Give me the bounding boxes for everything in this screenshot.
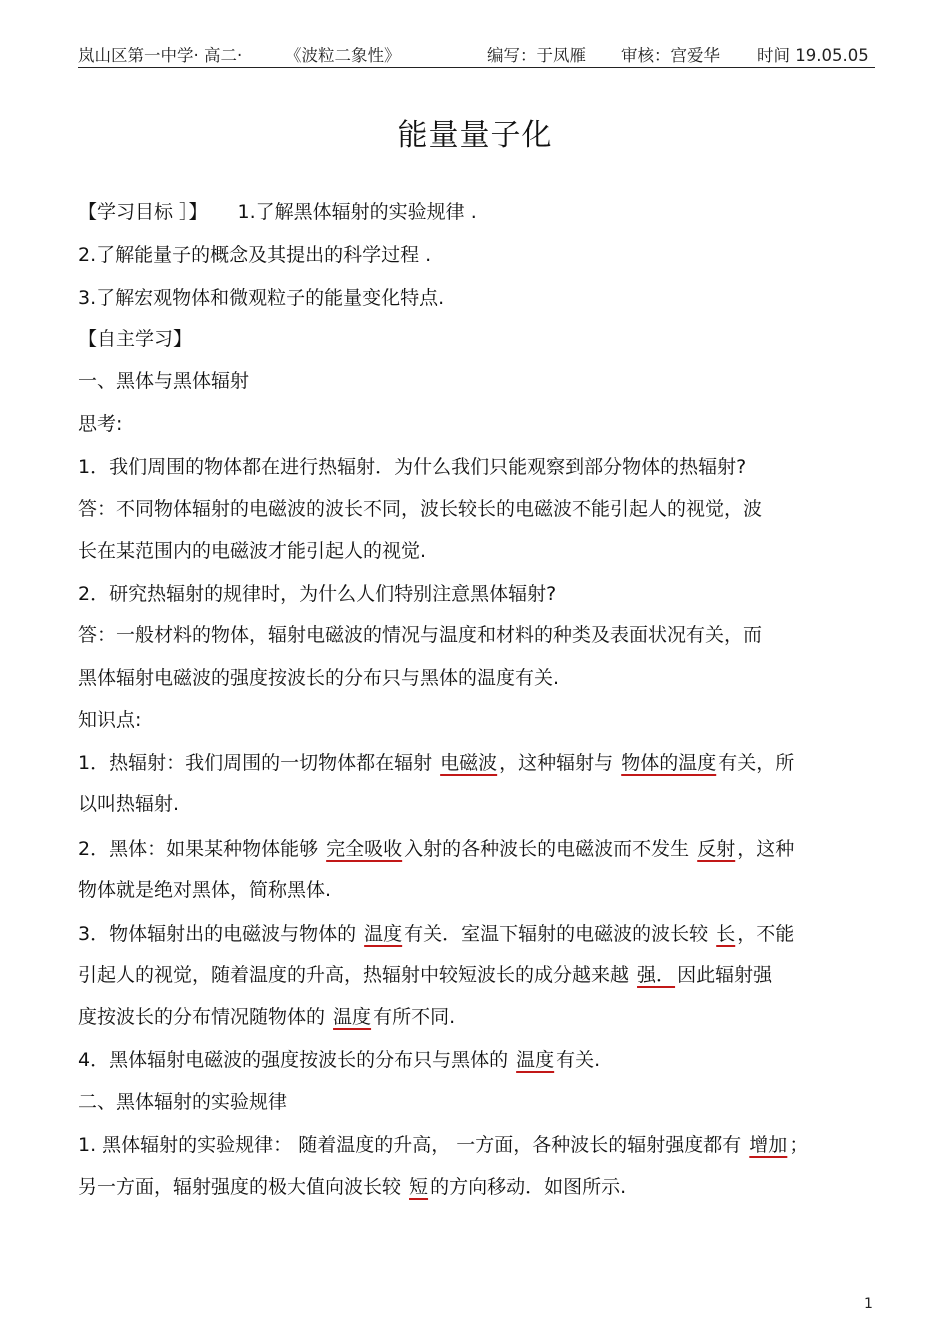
law-blank-2: 短 (409, 1176, 429, 1198)
question-2: 2．研究热辐射的规律时，为什么人们特别注意黑体辐射? (78, 583, 557, 605)
knowledge-3-line-1 (78, 921, 794, 947)
law-text-l2a: 另一方面，辐射强度的极大值向波长较 (78, 1176, 408, 1198)
k3-text-a: 3．物体辐射出的电磁波与物体的 (78, 923, 363, 945)
k1-text-d: 有关，所 (718, 752, 795, 774)
objective-1: 1.了解黑体辐射的实验规律 . (237, 201, 477, 223)
answer-1-line-1: 答：不同物体辐射的电磁波的波长不同，波长较长的电磁波不能引起人的视觉，波 (78, 498, 763, 520)
header-reviewer: 审核：宫爱华 (621, 46, 720, 65)
k3-text-d: ，不能 (737, 923, 795, 945)
law-1-line-1 (78, 1132, 808, 1158)
k3-text-l3a: 度按波长的分布情况随物体的 (78, 1006, 332, 1028)
k3-text-l3b: 有所不同. (373, 1006, 456, 1028)
law-text-a: 1. 黑体辐射的实验规律： 随着温度的升高， 一方面，各种波长的辐射强度都有 (78, 1134, 748, 1156)
knowledge-4-line-1 (78, 1047, 600, 1073)
knowledge-2-line-2: 物体就是绝对黑体，简称黑体. (78, 879, 332, 901)
objectives-line-1 (78, 199, 477, 225)
objectives-label: 【学习目标 ］】 (78, 201, 208, 223)
k4-blank-1: 温度 (516, 1049, 555, 1071)
k1-text-c: ，这种辐射与 (499, 752, 620, 774)
k2-text-c: 入射的各种波长的电磁波而不发生 (404, 838, 696, 860)
header-school: 岚山区第一中学· 高二· (78, 46, 243, 65)
law-blank-1: 增加 (749, 1134, 788, 1156)
k2-text-a: 2．黑体：如果某种物体能够 (78, 838, 325, 860)
k4-text-c: 有关. (556, 1049, 601, 1071)
law-text-l2b: 的方向移动．如图所示. (430, 1176, 627, 1198)
section-1-heading: 一、黑体与黑体辐射 (78, 370, 250, 392)
answer-1-line-2: 长在某范围内的电磁波才能引起人的视觉. (78, 540, 427, 562)
header-author: 编写：于凤雁 (487, 46, 586, 65)
law-1-line-2 (78, 1174, 626, 1200)
knowledge-3-line-3 (78, 1004, 455, 1030)
knowledge-3-line-2 (78, 962, 772, 988)
header-book: 《波粒二象性》 (285, 46, 401, 65)
law-text-c: ； (789, 1134, 809, 1156)
think-label: 思考: (78, 413, 123, 435)
k2-blank-2: 反射 (697, 838, 736, 860)
knowledge-1-line-2: 以叫热辐射. (78, 793, 180, 815)
k1-text-a: 1．热辐射：我们周围的一切物体都在辐射 (78, 752, 439, 774)
answer-2-line-2: 黑体辐射电磁波的强度按波长的分布只与黑体的温度有关. (78, 667, 560, 689)
k4-text-a: 4．黑体辐射电磁波的强度按波长的分布只与黑体的 (78, 1049, 515, 1071)
k3-blank-4: 温度 (333, 1006, 372, 1028)
knowledge-2-line-1 (78, 836, 794, 862)
self-study-heading: 【自主学习】 (78, 328, 193, 350)
k2-blank-1: 完全吸收 (326, 838, 403, 860)
page-title: 能量量子化 (397, 118, 553, 153)
answer-2-line-1: 答：一般材料的物体，辐射电磁波的情况与温度和材料的种类及表面状况有关，而 (78, 624, 763, 646)
header-rule (78, 67, 875, 68)
knowledge-1-line-1 (78, 750, 794, 776)
knowledge-label: 知识点: (78, 709, 142, 731)
k3-blank-2: 长 (716, 923, 736, 945)
k3-text-l2a: 引起人的视觉，随着温度的升高，热辐射中较短波长的成分越来越 (78, 964, 636, 986)
k3-text-c: 有关．室温下辐射的电磁波的波长较 (404, 923, 715, 945)
section-2-heading: 二、黑体辐射的实验规律 (78, 1091, 288, 1113)
k3-blank-3: 强． (637, 964, 676, 986)
k3-blank-1: 温度 (364, 923, 403, 945)
page-number: 1 (864, 1296, 873, 1312)
question-1: 1．我们周围的物体都在进行热辐射．为什么我们只能观察到部分物体的热辐射? (78, 456, 747, 478)
k2-text-d: ，这种 (737, 838, 795, 860)
k1-blank-2: 物体的温度 (621, 752, 717, 774)
objective-3: 3.了解宏观物体和微观粒子的能量变化特点. (78, 287, 445, 309)
k3-text-l2b: 因此辐射强 (677, 964, 773, 986)
header-date: 时间 19.05.05 (757, 46, 869, 65)
k1-blank-1: 电磁波 (440, 752, 498, 774)
objective-2: 2.了解能量子的概念及其提出的科学过程 . (78, 244, 432, 266)
